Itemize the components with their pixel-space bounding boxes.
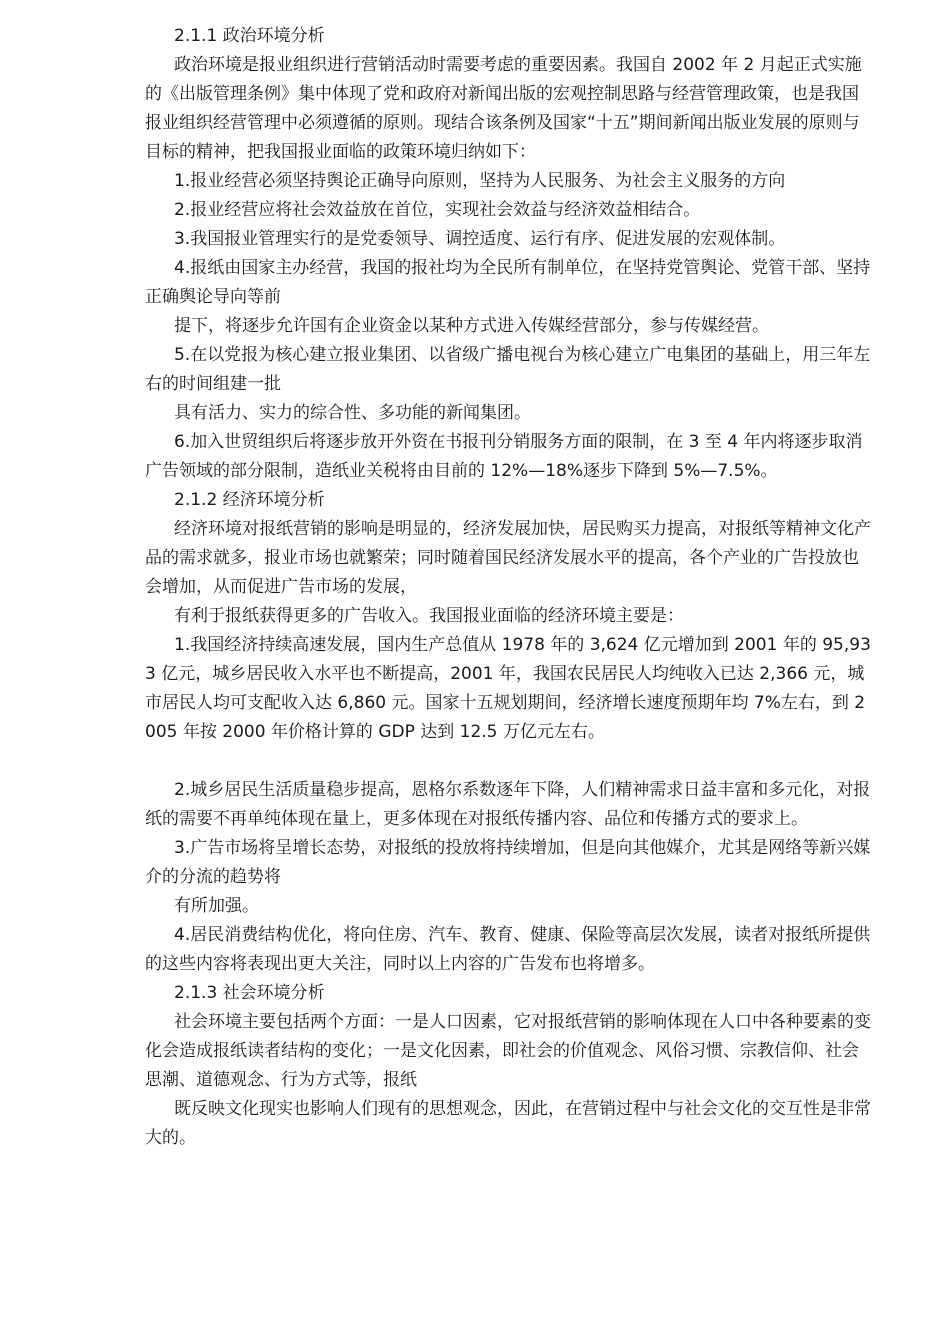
list-item: 3.我国报业管理实行的是党委领导、调控适度、运行有序、促进发展的宏观体制。	[174, 229, 786, 249]
document-body	[145, 22, 875, 1153]
list-item: 3.广告市场将呈增长态势，对报纸的投放将持续增加，但是向其他媒介，尤其是网络等新兴媒介的分流的趋势将	[145, 838, 871, 887]
paragraph: 既反映文化现实也影响人们现有的思想观念，因此，在营销过程中与社会文化的交互性是非常大的。	[145, 1099, 871, 1148]
heading-political-environment: 2.1.1 政治环境分析	[174, 26, 325, 46]
heading-economic-environment: 2.1.2 经济环境分析	[174, 490, 325, 510]
list-item: 4.报纸由国家主办经营，我国的报社均为全民所有制单位，在坚持党管舆论、党管干部、坚持正确舆论导向等前	[145, 258, 871, 307]
paragraph: 社会环境主要包括两个方面：一是人口因素，它对报纸营销的影响体现在人口中各种要素的变化会造成报纸读者结构的变化；一是文化因素，即社会的价值观念、风俗习惯、宗教信仰、社会思潮、道德观念、行为方式等，报纸	[145, 1012, 871, 1090]
heading-social-environment: 2.1.3 社会环境分析	[174, 983, 325, 1003]
list-item: 2.城乡居民生活质量稳步提高，恩格尔系数逐年下降，人们精神需求日益丰富和多元化，对报纸的需要不再单纯体现在量上，更多体现在对报纸传播内容、品位和传播方式的要求上。	[145, 780, 871, 829]
paragraph: 政治环境是报业组织进行营销活动时需要考虑的重要因素。我国自 2002 年 2 月起正式实施的《出版管理条例》集中体现了党和政府对新闻出版的宏观控制思路与经营管理政策，也是我国报业组织经营管理中必须遵循的原则。现结合该条例及国家“十五”期间新闻出版业发展的原则与目标的精神，把我国报业面临的政策环境归纳如下：	[145, 55, 862, 162]
list-item: 5.在以党报为核心建立报业集团、以省级广播电视台为核心建立广电集团的基础上，用三年左右的时间组建一批	[145, 345, 871, 394]
paragraph: 有所加强。	[174, 896, 259, 916]
paragraph: 提下，将逐步允许国有企业资金以某种方式进入传媒经营部分，参与传媒经营。	[174, 316, 769, 336]
paragraph: 具有活力、实力的综合性、多功能的新闻集团。	[174, 403, 531, 423]
list-item: 2.报业经营应将社会效益放在首位，实现社会效益与经济效益相结合。	[174, 200, 701, 220]
list-item: 1.我国经济持续高速发展，国内生产总值从 1978 年的 3,624 亿元增加到 2001 年的 95,933 亿元，城乡居民收入水平也不断提高，2001 年，我国农民居民人均纯收入已达 2,366 元，城市居民人均可支配收入达 6,860 元。国家十五规划期间，经济增长速度预期年均 7%左右，到 2005 年按 2000 年价格计算的 GDP 达到 12.5 万亿元左右。	[145, 635, 871, 742]
list-item: 1.报业经营必须坚持舆论正确导向原则，坚持为人民服务、为社会主义服务的方向	[174, 171, 786, 191]
list-item: 4.居民消费结构优化，将向住房、汽车、教育、健康、保险等高层次发展，读者对报纸所提供的这些内容将表现出更大关注，同时以上内容的广告发布也将增多。	[145, 925, 871, 974]
blank-line	[145, 747, 875, 776]
paragraph: 经济环境对报纸营销的影响是明显的，经济发展加快，居民购买力提高，对报纸等精神文化产品的需求就多，报业市场也就繁荣；同时随着国民经济发展水平的提高，各个产业的广告投放也会增加，从而促进广告市场的发展，	[145, 519, 871, 597]
paragraph: 有利于报纸获得更多的广告收入。我国报业面临的经济环境主要是：	[174, 606, 684, 626]
list-item: 6.加入世贸组织后将逐步放开外资在书报刊分销服务方面的限制，在 3 至 4 年内将逐步取消广告领域的部分限制，造纸业关税将由目前的 12%—18%逐步下降到 5%—7.5%。	[145, 432, 863, 481]
